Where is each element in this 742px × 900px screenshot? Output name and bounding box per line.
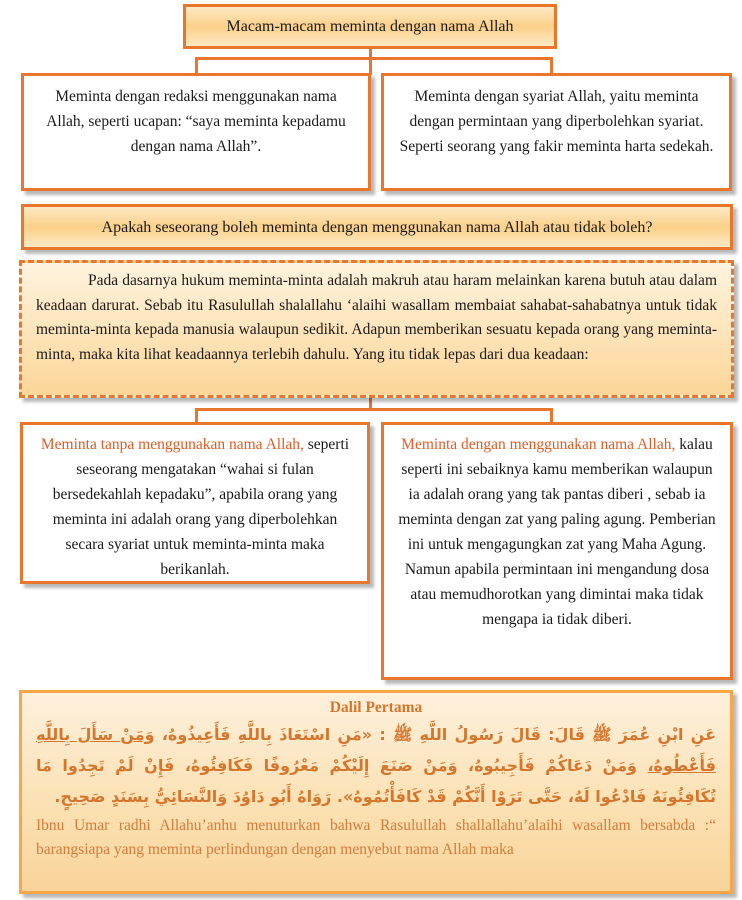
dalil-arabic [36, 719, 716, 812]
question-text: Apakah seseorang boleh meminta dengan menggunakan nama Allah atau tidak boleh? [101, 218, 653, 236]
case-right-body: kalau seperti ini sebaiknya kamu memberikan walaupun ia adalah orang yang tak pantas diberi , sebab ia meminta dengan zat yang paling agung. Pemberian ini untuk mengagungkan zat yang Maha Agung. Namun apabila permintaan ini mengandung dosa atau memudhorotkan yang dimintai maka tidak mengapa ia tidak diberi. [398, 436, 716, 628]
dalil-arabic-part2: وَمَنْ دَعَاكُمْ فَأَجِيبُوهُ، وَمَنْ صَنَعَ إِلَيْكُمْ مَعْرُوفًا فَكَافِئُوهُ، فَإِنْ لَمْ تَجِدُوا مَا تُكَافِئُونَهُ فَادْعُوا لَهُ، حَتَّى تَرَوْا أَنَّكُمْ قَدْ كَافَأْتُمُوهُ». رَوَاهُ أَبُو دَاوُدَ وَالنَّسَائِيُّ بِسَنَدٍ صَحِيحٍ. [36, 756, 716, 806]
dalil-translation: Ibnu Umar radhi Allahu’anhu menuturkan bahwa Rasulullah shallallahu’alaihi wasallam bersabda :“ barangsiapa yang meminta perlindungan dengan menyebut nama Allah maka [36, 817, 716, 858]
dalil-box [19, 690, 733, 894]
case-left-body: seperti seseorang mengatakan “wahai si fulan bersedekahlah kepadaku”, apabila orang yang meminta ini adalah orang yang diperbolehkan secara syariat untuk meminta-minta maka berikanlah. [52, 436, 350, 578]
type-left-box [21, 73, 371, 191]
type-right-box [381, 73, 732, 191]
case-left-box [20, 422, 370, 584]
diagram-title-box [183, 4, 557, 49]
explanation-box [19, 260, 734, 398]
type-left-text: Meminta dengan redaksi menggunakan nama Allah, seperti ucapan: “saya meminta kepadamu dengan nama Allah”. [46, 88, 346, 155]
connector-title-bar [195, 57, 553, 60]
case-left-heading: Meminta tanpa menggunakan nama Allah, [40, 436, 304, 453]
case-right-heading: Meminta dengan menggunakan nama Allah, [401, 436, 676, 453]
question-box [21, 204, 733, 250]
dalil-arabic-part1: عَنِ ابْنِ عُمَرَ ﷺ قَالَ: قَالَ رَسُولُ اللَّهِ ﷺ : «مَنِ اسْتَعَاذَ بِاللَّهِ فَأَعِيذُوهُ، [154, 725, 717, 744]
connector-title-trunk [369, 47, 372, 75]
type-right-text: Meminta dengan syariat Allah, yaitu meminta dengan permintaan yang diperbolehkan syariat. Seperti seorang yang fakir meminta harta sedekah. [399, 88, 714, 155]
explanation-text: Pada dasarnya hukum meminta-minta adalah makruh atau haram melainkan karena butuh atau dalam keadaan darurat. Sebab itu Rasulullah shalallahu ‘alaihi wasallam membaiat sahabat-sahabatnya untuk tidak meminta-minta kepada manusia walaupun sedikit. Adapun memberikan sesuatu kepada orang yang meminta-minta, maka kita lihat keadaannya terlebih dahulu. Yang itu tidak lepas dari dua keadaan: [36, 272, 717, 363]
case-right-text [396, 432, 718, 632]
dalil-arabic-underlined: وَمَنْ سَأَلَ بِاللَّهِ فَأَعْطُوهُ، [36, 725, 716, 775]
diagram-title: Macam-macam meminta dengan nama Allah [226, 18, 514, 35]
connector-explanation-bar [195, 408, 553, 411]
case-left-text [37, 432, 353, 582]
case-right-box [381, 422, 733, 680]
dalil-title: Dalil Pertama [329, 699, 423, 716]
